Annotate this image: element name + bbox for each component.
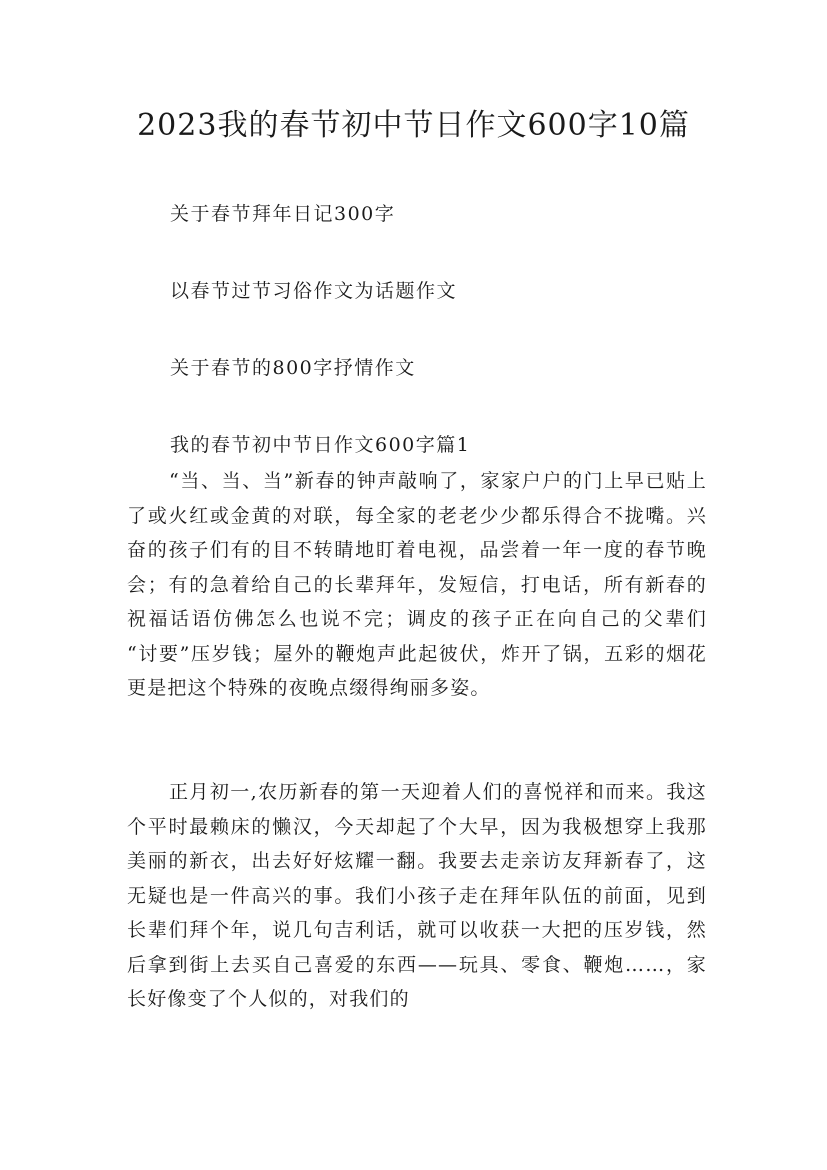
related-link-3[interactable]: 关于春节的800字抒情作文 <box>170 357 416 379</box>
related-link-1[interactable]: 关于春节拜年日记300字 <box>170 203 396 225</box>
document-title: 2023我的春节初中节日作文600字10篇 <box>137 108 690 143</box>
related-link-2[interactable]: 以春节过节习俗作文为话题作文 <box>170 280 458 302</box>
section-heading: 我的春节初中节日作文600字篇1 <box>170 434 471 456</box>
body-paragraph-2: 正月初一,农历新春的第一天迎着人们的喜悦祥和而来。我这个平时最赖床的懒汉，今天却起了个大早，因为我极想穿上我那美丽的新衣，出去好好炫耀一翻。我要去走亲访友拜新春了，这无疑也是一件高兴的事。我们小孩子走在拜年队伍的前面，见到长辈们拜个年，说几句吉利话，就可以收获一大把的压岁钱，然后拿到街上去买自己喜爱的东西——玩具、零食、鞭炮……，家长好像变了个人似的，对我们的 <box>127 781 707 1010</box>
body-paragraph-1: “当、当、当”新春的钟声敲响了，家家户户的门上早已贴上了或火红或金黄的对联，每全家的老老少少都乐得合不拢嘴。兴奋的孩子们有的目不转睛地盯着电视，品尝着一年一度的春节晚会；有的急着给自己的长辈拜年，发短信，打电话，所有新春的祝福话语仿佛怎么也说不完；调皮的孩子正在向自己的父辈们 “讨要”压岁钱；屋外的鞭炮声此起彼伏，炸开了锅，五彩的烟花更是把这个特殊的夜晚点缀得绚丽多姿。 <box>127 470 707 699</box>
